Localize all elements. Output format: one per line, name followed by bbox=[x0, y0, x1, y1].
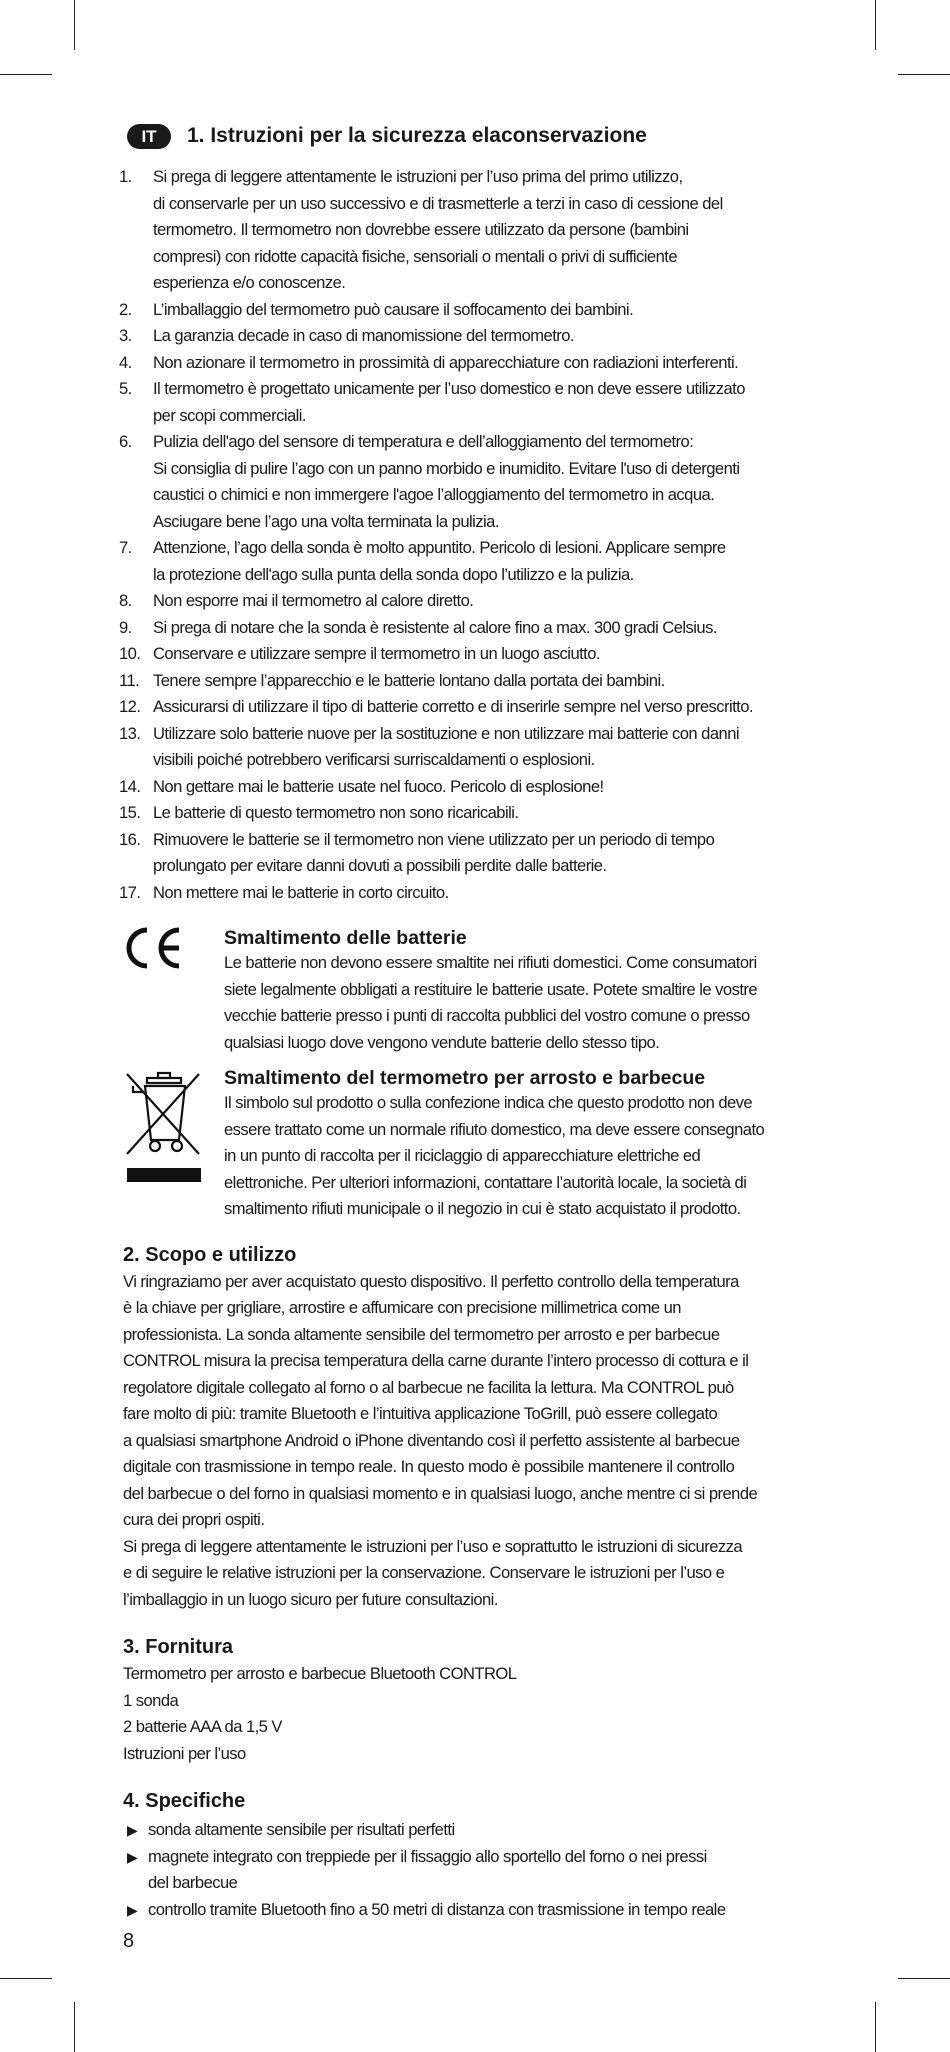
section2 bbox=[123, 1241, 828, 1614]
supply-item: Istruzioni per l’uso bbox=[123, 1743, 246, 1763]
safety-item bbox=[119, 800, 828, 827]
supply-item: 2 batterie AAA da 1,5 V bbox=[123, 1717, 282, 1736]
safety-item-number: 9. bbox=[119, 617, 132, 637]
safety-item-text: L’imballaggio del termometro può causare il soffocamento dei bambini. bbox=[153, 299, 634, 319]
safety-item-number: 3. bbox=[119, 326, 132, 345]
safety-item-text: Tenere sempre l’apparecchio e le batterie lontano dalla portata dei bambini. bbox=[153, 670, 665, 690]
safety-item bbox=[119, 774, 828, 801]
safety-item-number: 2. bbox=[119, 299, 132, 319]
safety-item bbox=[119, 429, 828, 535]
section2-title: 2. Scopo e utilizzo bbox=[123, 1243, 297, 1266]
triangle-bullet-icon: ▶ bbox=[127, 1848, 138, 1865]
thermometer-disposal-title: Smaltimento del termometro per arrosto e barbecue bbox=[224, 1067, 706, 1089]
safety-item-number: 15. bbox=[119, 803, 141, 822]
crop-mark bbox=[74, 0, 75, 50]
safety-item-text: Si prega di leggere attentamente le istruzioni per l’uso prima del primo utilizzo, di conservarle per un uso successivo e di trasmetterle a terzi in caso di cessione del termometro. Il termometro non dovrebbe essere utilizzato da persone (bambini compresi) con ridotte capacità fisiche, sensoriali o mentali o privi di sufficiente esperienza e/o conoscenze. bbox=[153, 167, 723, 292]
spec-item bbox=[123, 1897, 828, 1924]
crossed-out-bin-icon bbox=[123, 1066, 224, 1223]
manual-page bbox=[119, 120, 828, 1923]
section4-title: 4. Specifiche bbox=[123, 1790, 246, 1812]
section3-title: 3. Fornitura bbox=[123, 1636, 234, 1658]
section4 bbox=[123, 1787, 828, 1923]
safety-item-number: 14. bbox=[119, 776, 141, 796]
safety-item bbox=[119, 721, 828, 774]
section3 bbox=[123, 1633, 828, 1767]
safety-instructions-list bbox=[119, 164, 828, 906]
safety-item bbox=[119, 694, 828, 721]
section1-header bbox=[125, 120, 828, 152]
safety-item-text: Il termometro è progettato unicamente per l’uso domestico e non deve essere utilizzato per scopi commerciali. bbox=[153, 379, 745, 425]
safety-item-text: Attenzione, l’ago della sonda è molto appuntito. Pericolo di lesioni. Applicare sempre la protezione dell'ago sulla punta della sonda dopo l’utilizzo e la pulizia. bbox=[153, 538, 726, 584]
safety-item-number: 17. bbox=[119, 882, 141, 902]
safety-item-text: Le batterie di questo termometro non sono ricaricabili. bbox=[153, 803, 519, 822]
safety-item-text: La garanzia decade in caso di manomissione del termometro. bbox=[153, 326, 574, 345]
crop-mark bbox=[875, 2002, 876, 2052]
safety-item-number: 16. bbox=[119, 829, 141, 849]
safety-item-number: 12. bbox=[119, 697, 141, 716]
section2-paragraph-2: Si prega di leggere attentamente le istruzioni per l’uso e soprattutto le istruzioni di sicurezza e di seguire le relative istruzioni per la conservazione. Conservare le istruzioni per l’uso e l’imballaggio in un luogo sicuro per future consultazioni. bbox=[123, 1536, 743, 1609]
triangle-bullet-icon: ▶ bbox=[127, 1901, 138, 1918]
safety-item-text: Assicurarsi di utilizzare il tipo di batterie corretto e di inserirle sempre nel verso prescritto. bbox=[153, 697, 753, 716]
battery-disposal-block bbox=[123, 926, 828, 1056]
language-badge: IT bbox=[127, 124, 171, 149]
safety-item-number: 10. bbox=[119, 644, 141, 663]
safety-item bbox=[119, 350, 828, 377]
thermometer-disposal-text: Il simbolo sul prodotto o sulla confezione indica che questo prodotto non deve essere trattato come un normale rifiuto domestico, ma deve essere consegnato in un punto di raccolta per il riciclaggio di apparecchiature elettriche ed elettroniche. Per ulteriori informazioni, contattare l’autorità locale, la società di smaltimento rifiuti municipale o il negozio in cui è stato acquistato il prodotto. bbox=[224, 1093, 765, 1218]
safety-item-number: 13. bbox=[119, 723, 141, 743]
section1-title: 1. Istruzioni per la sicurezza elaconservazione bbox=[187, 124, 647, 147]
page-number: 8 bbox=[123, 1930, 135, 1952]
thermometer-disposal-block bbox=[123, 1066, 828, 1223]
supply-item: 1 sonda bbox=[123, 1690, 179, 1710]
safety-item bbox=[119, 588, 828, 615]
safety-item-text: Non gettare mai le batterie usate nel fuoco. Pericolo di esplosione! bbox=[153, 776, 604, 796]
safety-item-number: 4. bbox=[119, 352, 132, 372]
crop-mark bbox=[0, 1978, 52, 1979]
crop-mark bbox=[898, 1978, 950, 1979]
supply-item: Termometro per arrosto e barbecue Bluetooth CONTROL bbox=[123, 1664, 517, 1683]
ce-mark-icon bbox=[123, 926, 224, 1056]
safety-item bbox=[119, 297, 828, 324]
safety-item-number: 7. bbox=[119, 538, 132, 557]
battery-disposal-title: Smaltimento delle batterie bbox=[224, 927, 467, 949]
safety-item-number: 5. bbox=[119, 379, 132, 398]
safety-item bbox=[119, 164, 828, 297]
safety-item-text: Non mettere mai le batterie in corto circuito. bbox=[153, 882, 449, 902]
spec-item-text: magnete integrato con treppiede per il fissaggio allo sportello del forno o nei pressi del barbecue bbox=[148, 1846, 707, 1892]
safety-item-number: 6. bbox=[119, 432, 132, 451]
crop-mark bbox=[0, 74, 52, 75]
safety-item-text: Conservare e utilizzare sempre il termometro in un luogo asciutto. bbox=[153, 644, 600, 663]
safety-item-text: Pulizia dell'ago del sensore di temperatura e dell’alloggiamento del termometro: Si consiglia di pulire l’ago con un panno morbido e inumidito. Evitare l'uso di detergenti caustici o chimici e non immergere l'agoe l’alloggiamento del termometro in acqua. Asciugare bene l’ago una volta terminata la pulizia. bbox=[153, 432, 740, 531]
spec-item bbox=[123, 1817, 828, 1844]
safety-item-text: Rimuovere le batterie se il termometro non viene utilizzato per un periodo di tempo prolungato per evitare danni dovuti a possibili perdite dalle batterie. bbox=[153, 829, 715, 875]
crop-mark bbox=[875, 0, 876, 50]
crop-mark bbox=[74, 2002, 75, 2052]
safety-item-number: 1. bbox=[119, 167, 132, 186]
battery-disposal-text: Le batterie non devono essere smaltite nei rifiuti domestici. Come consumatori siete legalmente obbligati a restituire le batterie usate. Potete smaltire le vostre vecchie batterie presso i punti di raccolta pubblici del vostro comune o presso qualsiasi luogo dove vengono vendute batterie dello stesso tipo. bbox=[224, 953, 758, 1052]
crop-mark bbox=[898, 74, 950, 75]
safety-item-text: Non azionare il termometro in prossimità di apparecchiature con radiazioni interferenti. bbox=[153, 352, 739, 372]
safety-item-number: 8. bbox=[119, 591, 132, 610]
safety-item-text: Si prega di notare che la sonda è resistente al calore fino a max. 300 gradi Celsius. bbox=[153, 617, 717, 637]
spec-item-text: sonda altamente sensibile per risultati perfetti bbox=[148, 1820, 455, 1839]
safety-item bbox=[119, 615, 828, 642]
safety-item bbox=[119, 880, 828, 907]
spec-item bbox=[123, 1844, 828, 1897]
safety-item-text: Non esporre mai il termometro al calore diretto. bbox=[153, 591, 474, 610]
triangle-bullet-icon: ▶ bbox=[127, 1822, 138, 1838]
safety-item-text: Utilizzare solo batterie nuove per la sostituzione e non utilizzare mai batterie con danni visibili poiché potrebbero verificarsi surriscaldamenti o esplosioni. bbox=[153, 723, 740, 769]
safety-item bbox=[119, 535, 828, 588]
section2-paragraph-1: Vi ringraziamo per aver acquistato questo dispositivo. Il perfetto controllo della temperatura è la chiave per grigliare, arrostire e affumicare con precisione millimetrica come un professionista. La sonda altamente sensibile del termometro per arrosto e per barbecue CONTROL misura la precisa temperatura della carne durante l’intero processo di cottura e il regolatore digitale collegato al forno o al barbecue ne facilita la lettura. Ma CONTROL può fare molto di più: tramite Bluetooth e l’intuitiva applicazione ToGrill, può essere collegato a qualsiasi smartphone Android o iPhone diventando così il perfetto assistente al barbecue digitale con trasmissione in tempo reale. In questo modo è possibile mantenere il controllo del barbecue o del forno in qualsiasi momento e in qualsiasi luogo, anche mentre ci si prende cura dei propri ospiti. bbox=[123, 1271, 758, 1529]
safety-item bbox=[119, 323, 828, 350]
safety-item bbox=[119, 641, 828, 668]
safety-item bbox=[119, 827, 828, 880]
spec-item-text: controllo tramite Bluetooth fino a 50 metri di distanza con trasmissione in tempo reale bbox=[148, 1899, 726, 1919]
spec-list bbox=[123, 1817, 828, 1923]
safety-item bbox=[119, 668, 828, 695]
safety-item bbox=[119, 376, 828, 429]
safety-item-number: 11. bbox=[119, 670, 140, 690]
